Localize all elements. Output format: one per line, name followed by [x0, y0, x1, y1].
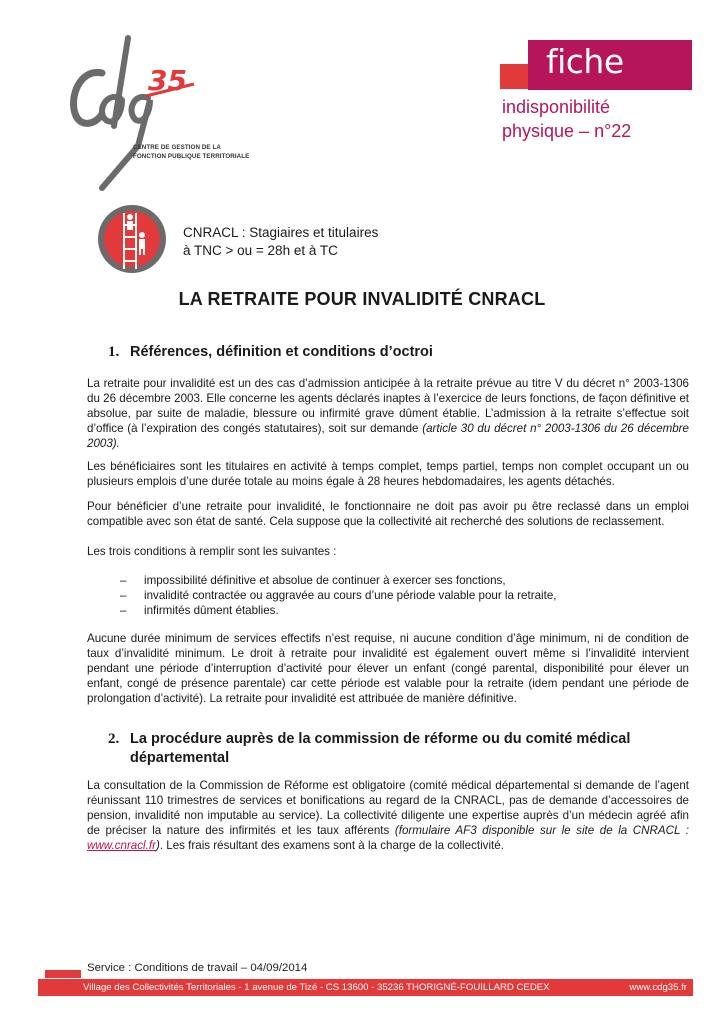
section1-heading — [108, 343, 433, 362]
section1-p1-reference: (article 30 du décret n° 2003-1306 du 26 décembre 2003). — [87, 422, 689, 451]
section1-paragraph5: Aucune durée minimum de services effectifs n’est requise, ni aucune condition d’âge minimum, ni de condition de taux d’invalidité minimum. Le droit à retraite pour invalidité est également ouvert même si l’invalidité intervient pendant une période d’interruption d’activité pour élever un enfant (congé parental, disponibilité pour élever un enfant, congé de présence parentale) car cette période est valable pour la retraite (idem pendant une période de prolongation d’activité). La retraite pour invalidité est attribuée de manière définitive. — [87, 632, 689, 706]
fiche-subtitle-line1: indisponibilité — [502, 97, 611, 117]
footer-accent-mark — [45, 970, 81, 978]
section2-p1-reference-end: ) — [155, 839, 160, 853]
fiche-subtitle — [502, 95, 702, 143]
list-item-text: infirmités dûment établies. — [144, 604, 279, 618]
section2-title — [130, 730, 630, 768]
section1-number: 1. — [108, 344, 120, 360]
ladder-people-icon — [96, 203, 168, 275]
section1-paragraph1 — [87, 376, 689, 451]
logo-caption-line2: FONCTION PUBLIQUE TERRITORIALE — [133, 152, 250, 160]
fiche-subtitle-line2: physique – n°22 — [502, 121, 632, 141]
section1-p1-text: La retraite pour invalidité est un des cas d’admission anticipée à la retraite prévue au titre V du décret n° 2003-1306 du 26 décembre 2003. Elle concerne les agents déclarés inaptes à l’exercice de leurs fonctions, de façon définitive et absolue, par suite de maladie, blessure ou infirmité grave dûment établie. L’admission à la retraite s’effectue soit d’office (à l’expiration des congés statutaires), soit sur demande — [87, 377, 689, 436]
list-item-text: invalidité contractée ou aggravée au cours d’une période valable pour la retraite, — [144, 589, 557, 603]
footer-address: Village des Collectivités Territoriales - 1 avenue de Tizé - CS 13600 - 35236 THORIGNÉ-FOUILLARD CEDEX — [83, 982, 550, 993]
section1-paragraph4: Les trois conditions à remplir sont les suivantes : — [87, 545, 337, 558]
section2-number: 2. — [108, 731, 120, 747]
section2-p1-text: La consultation de la Commission de Réforme est obligatoire (comité médical départemental si demande de l’agent réunissant 110 trimestres de services et bonifications au regard de la CNRACL, pas de demande d’accessoires de pension, invalidité non imputable au service). La collectivité diligente une expertise auprès d’un médecin agréé afin de préciser la nature des infirmités et les taux afférents — [87, 779, 689, 838]
section2-paragraph1 — [87, 778, 689, 853]
section2-p1-end: . Les frais résultant des examens sont à la charge de la collectivité. — [159, 839, 504, 853]
section1-paragraph3: Pour bénéficier d’une retraite pour invalidité, le fonctionnaire ne doit pas avoir pu être reclassé dans un emploi compatible avec son état de santé. Cela suppose que la collectivité ait recherché des solutions de reclassement. — [87, 500, 689, 529]
section1-paragraph2: Les bénéficiaires sont les titulaires en activité à temps complet, temps partiel, temps non complet occupant un ou plusieurs emplois d’une durée totale au moins égale à 28 heures hebdomadaires, les agents détachés. — [87, 460, 689, 489]
section1-title: Références, définition et conditions d’octroi — [130, 344, 433, 360]
list-item — [120, 573, 680, 588]
section2-title-line2: départemental — [130, 750, 230, 766]
bullet-dash: – — [120, 589, 127, 603]
section2-title-line1: La procédure auprès de la commission de réforme ou du comité médical — [130, 731, 631, 747]
conditions-list — [120, 573, 680, 618]
section2-heading — [108, 730, 630, 768]
bullet-dash: – — [120, 604, 127, 618]
scope-text — [183, 224, 378, 260]
cdg35-logo — [62, 28, 222, 198]
cdg35-logo-mark — [62, 28, 222, 198]
list-item — [120, 603, 680, 618]
section2-p1-reference: (formulaire AF3 disponible sur le site de la CNRACL : — [394, 824, 689, 838]
fiche-title: fiche — [546, 42, 624, 81]
list-item — [120, 588, 680, 603]
logo-caption — [133, 144, 249, 161]
list-item-text: impossibilité définitive et absolue de continuer à exercer ses fonctions, — [144, 574, 506, 587]
scope-line2: à TNC > ou = 28h et à TC — [183, 243, 338, 258]
footer-service: Service : Conditions de travail – 04/09/2014 — [87, 962, 308, 974]
page-title: LA RETRAITE POUR INVALIDITÉ CNRACL — [178, 289, 546, 309]
footer-bar — [38, 979, 693, 996]
footer-website-link[interactable]: www.cdg35.fr — [629, 982, 687, 993]
logo-caption-line1: CENTRE DE GESTION DE LA — [133, 144, 221, 151]
logo-35-text: 35 — [148, 64, 187, 97]
scope-line1: CNRACL : Stagiaires et titulaires — [183, 225, 379, 240]
bullet-dash: – — [120, 574, 127, 587]
cnracl-link[interactable]: www.cnracl.fr — [87, 839, 156, 853]
